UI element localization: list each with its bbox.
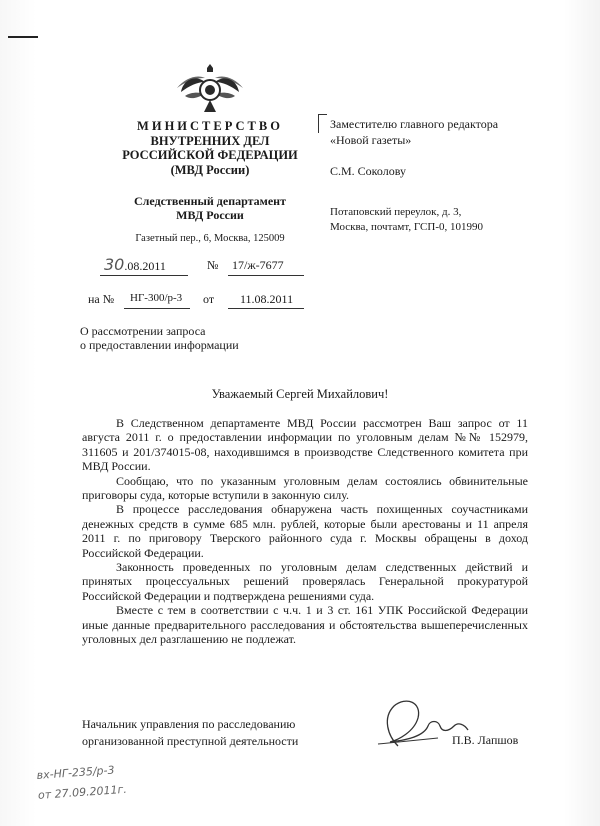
number-label: № [207,258,219,272]
number-underline [228,275,304,276]
recipient-line: Заместителю главного редактора [330,117,499,131]
signatory-name: П.В. Лапшов [452,733,519,747]
body-paragraph: В процессе расследования обнаружена часть похищенных соучастниками денежных средств в сумме 685 млн. рублей, которые были арестованы и 11 апреля 2011 г. по приговору Тверского районного суда г. Москвы обращены в доход Российской Федерации. [82,502,528,560]
signatory-title [82,716,298,750]
date-handwritten: 30 [104,255,125,274]
in-reply-number: НГ-300/р-3 [130,292,183,304]
recipient-line: «Новой газеты» [330,133,412,147]
recipient-address-line: Москва, почтамт, ГСП-0, 101990 [330,221,483,233]
ministry-line: ВНУТРЕННИХ ДЕЛ [150,133,270,148]
registration-note-line: от 27.09.2011г. [37,782,128,802]
department-line: МВД России [176,208,244,222]
date-printed: .08.2011 [124,259,166,273]
date-underline [100,275,188,276]
reply-date-underline [228,308,304,309]
subject [80,324,239,352]
recipient-address [330,205,483,235]
margin-mark [8,36,38,38]
recipient-address-line: Потаповский переулок, д. 3, [330,206,462,218]
in-reply-label: на № [88,292,115,306]
letter-body [82,416,528,647]
body-paragraph: В Следственном департаменте МВД России рассмотрен Ваш запрос от 11 августа 2011 г. о предоставлении информации по уголовным делам №№ 152979, 311605 и 201/374015-08, находившимся в производстве Следственного комитета при МВД России. [82,416,528,474]
registration-note [36,760,127,806]
ministry-line: МИНИСТЕРСТВО [137,119,283,133]
department-header [110,194,310,222]
outgoing-date [104,255,166,274]
sender-address: Газетный пер., 6, Москва, 125009 [135,233,285,244]
outgoing-number: 17/ж-7677 [232,258,284,272]
body-paragraph: Законность проведенных по уголовным делам следственных действий и принятых процессуальных решений проверялась Генеральной прокуратурой Российской Федерации и подтверждена решениями суда. [82,560,528,603]
body-paragraph: Сообщаю, что по указанным уголовным делам состоялись обвинительные приговоры суда, которые вступили в законную силу. [82,473,528,503]
body-paragraph: Вместе с тем в соответствии с ч.ч. 1 и 3 ст. 161 УПК Российской Федерации иные данные предварительного расследования и обстоятельства вышеперечисленных уголовных дел разглашению не подлежат. [82,603,528,647]
recipient-block [330,116,498,148]
in-reply-date: 11.08.2011 [240,292,294,306]
mvd-emblem-icon [175,62,245,116]
from-label: от [203,292,215,306]
recipient-name: С.М. Соколову [330,164,406,178]
ministry-line: (МВД России) [170,162,250,177]
department-line: Следственный департамент [134,194,286,208]
ministry-line: РОССИЙСКОЙ ФЕДЕРАЦИИ [122,148,298,162]
signatory-title-line: Начальник управления по расследованию [82,717,296,731]
reply-underline [124,308,190,309]
recipient-bracket [318,114,327,133]
greeting: Уважаемый Сергей Михайлович! [211,387,389,401]
registration-note-line: вх-НГ-235/р-3 [36,763,115,782]
subject-line: О рассмотрении запроса [80,324,206,338]
signatory-title-line: организованной преступной деятельности [82,734,299,748]
subject-line: о предоставлении информации [80,338,239,352]
ministry-header [90,119,330,177]
